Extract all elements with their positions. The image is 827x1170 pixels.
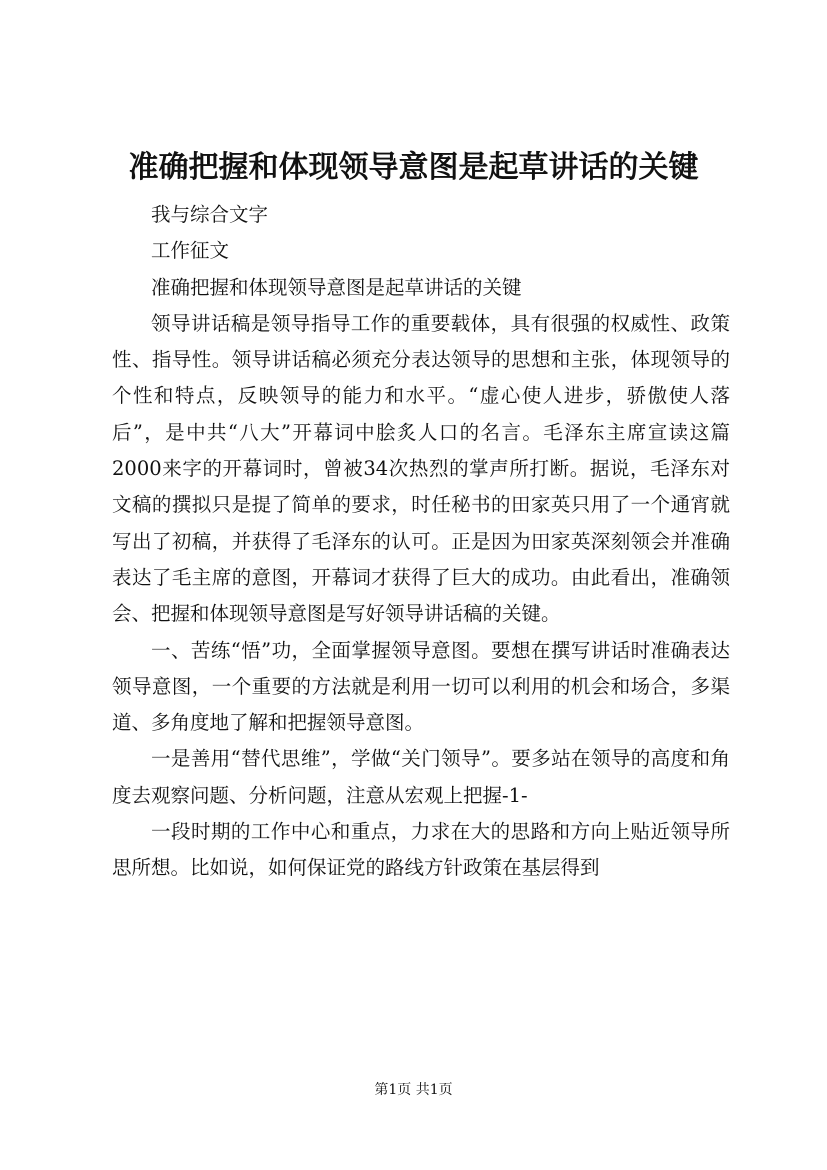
paragraph-continuation: 一段时期的工作中心和重点，力求在大的思路和方向上贴近领导所思所想。比如说，如何保证党的路线方针政策在基层得到 xyxy=(112,820,730,880)
document-title: 准确把握和体现领导意图是起草讲话的关键 xyxy=(128,150,699,185)
paragraph-point-one: 一是善用“替代思维”，学做“关门领导”。要多站在领导的高度和角度去观察问题、分析问题，注意从宏观上把握-1- xyxy=(112,747,730,807)
document-body xyxy=(112,197,730,887)
paragraph-intro: 领导讲话稿是领导指导工作的重要载体，具有很强的权威性、政策性、指导性。领导讲话稿必须充分表达领导的思想和主张，体现领导的个性和特点，反映领导的能力和水平。“虚心使人进步，骄傲使人落后”，是中共“八大”开幕词中脍炙人口的名言。毛泽东主席宣读这篇2000来字的开幕词时，曾被34次热烈的掌声所打断。据说，毛泽东对文稿的撰拟只是提了简单的要求，时任秘书的田家英只用了一个通宵就写出了初稿，并获得了毛泽东的认可。正是因为田家英深刻领会并准确表达了毛主席的意图，开幕词才获得了巨大的成功。由此看出，准确领会、把握和体现领导意图是写好领导讲话稿的关键。 xyxy=(112,311,730,626)
paragraph-section-one: 一、苦练“悟”功，全面掌握领导意图。要想在撰写讲话时准确表达领导意图，一个重要的方法就是利用一切可以利用的机会和场合，多渠道、多角度地了解和把握领导意图。 xyxy=(112,638,730,735)
paragraph-subtitle: 准确把握和体现领导意图是起草讲话的关键 xyxy=(151,275,522,299)
page-footer: 第1页 共1页 xyxy=(374,1082,453,1098)
paragraph-category-line: 工作征文 xyxy=(151,239,230,263)
paragraph-author-line: 我与综合文字 xyxy=(151,203,269,226)
